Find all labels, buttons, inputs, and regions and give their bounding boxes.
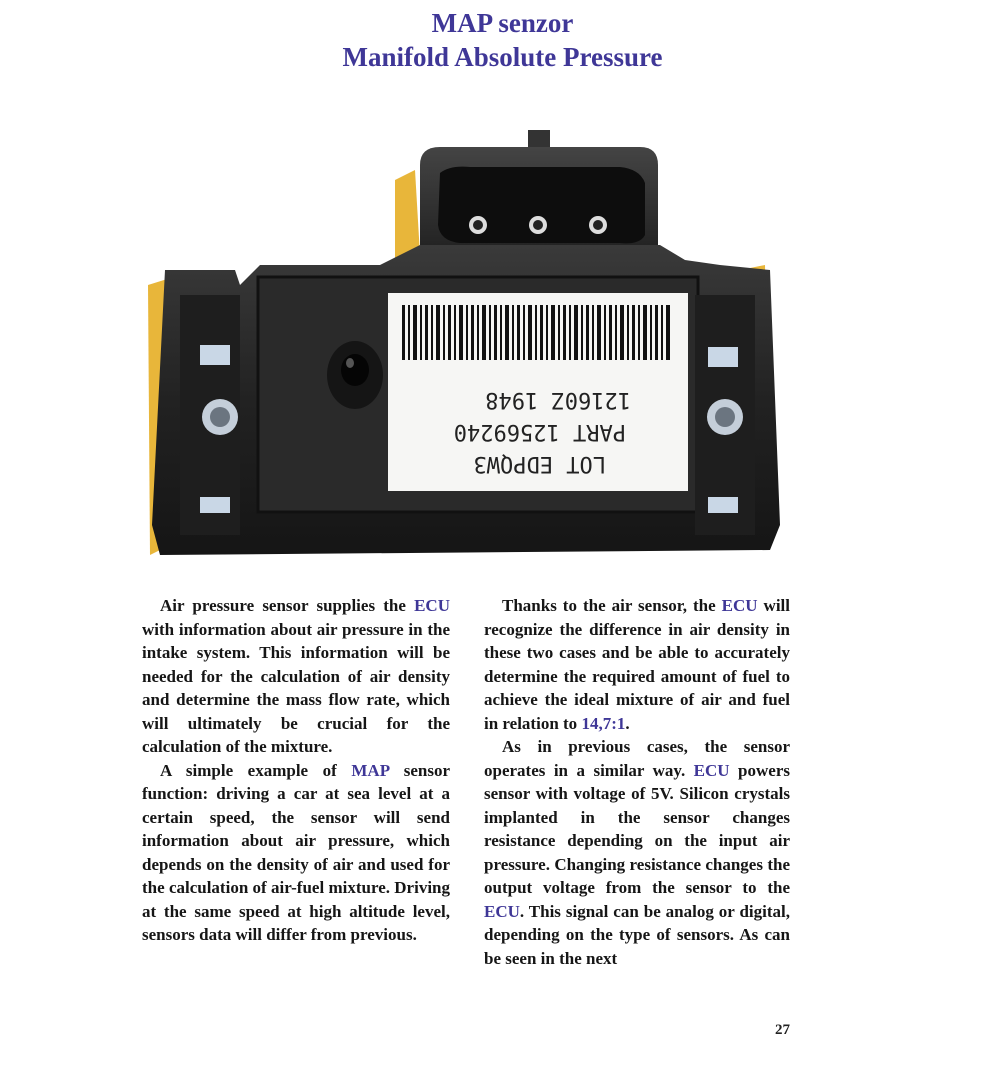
page-number: 27 [775, 1022, 790, 1038]
ecu-term: ECU [414, 596, 450, 615]
paragraph: Air pressure sensor supplies the ECU with information about air pressure in the intake system. This information will be needed for the calculation of air density and determine the mass flow rate, which will ultimately be crucial for the calculation of the mixture. [142, 596, 450, 756]
ecu-term: ECU [484, 901, 520, 921]
page-title: MAP senzor [431, 8, 574, 38]
paragraph: Thanks to the air sensor, the ECU will recognize the difference in air density in these two cases and be able to accurately determine the required amount of fuel to achieve the ideal mixture of air and fuel in relation to 14,7:1. [484, 596, 790, 733]
text-column-right [484, 594, 790, 970]
map-term: MAP [351, 760, 390, 780]
label-code-text: 12160Z 1948 [485, 387, 631, 412]
text-column-left [142, 594, 450, 947]
paragraph: As in previous cases, the sensor operates in a similar way. ECU powers sensor with voltage of 5V. Silicon crystals implanted in the sensor changes resistance depending on the input air pressure. Changing resistance changes the output voltage from the sensor to the ECU. This signal can be analog or digital, depending on the type of sensors. As can be seen in the next [484, 737, 790, 968]
label-lot-text: LOT EDPQW3 [473, 451, 606, 476]
map-sensor-photo [140, 125, 790, 565]
paragraph: A simple example of MAP sensor function: driving a car at sea level at a certain speed, the sensor will send information about air pressure, which depends on the density of air and used for the calculation of air-fuel mixture. Driving at the same speed at high altitude level, sensors data will differ from previous. [142, 760, 451, 944]
ecu-term: ECU [693, 760, 730, 780]
label-part-text: PART 12569240 [453, 419, 626, 444]
page-subtitle: Manifold Absolute Pressure [342, 42, 663, 72]
ratio-term: 14,7:1 [581, 713, 626, 733]
ecu-term: ECU [721, 596, 758, 615]
